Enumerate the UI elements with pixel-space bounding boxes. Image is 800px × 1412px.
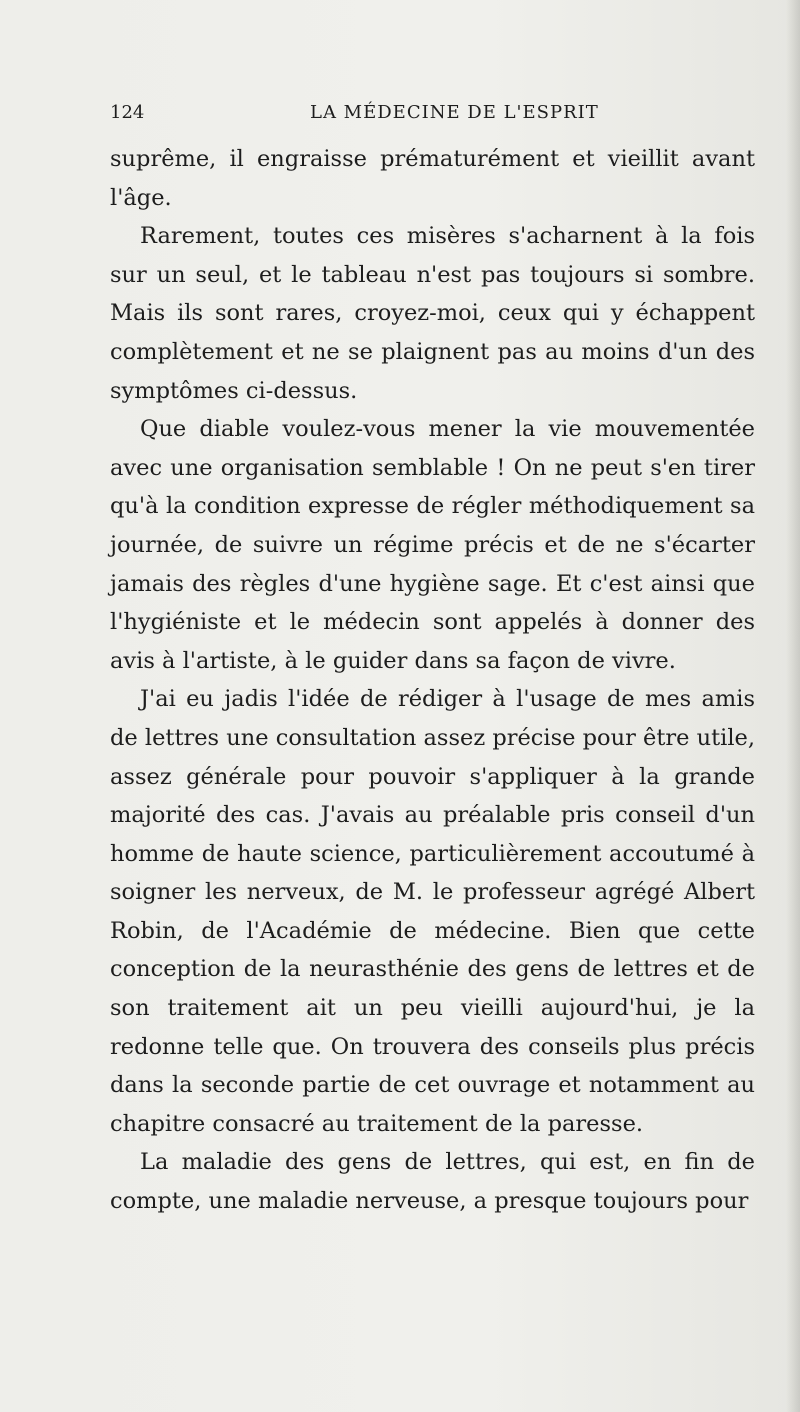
page-number: 124 (110, 102, 145, 123)
running-head (110, 102, 725, 132)
page-edge-shadow (786, 0, 800, 1412)
paragraph-continuation: suprême, il engraisse prématurément et vieillit avant l'âge. (110, 146, 755, 211)
running-head-title: LA MÉDECINE DE L'ESPRIT (310, 102, 599, 123)
body-text (110, 140, 755, 1221)
paragraph: La maladie des gens de lettres, qui est, en fin de compte, une maladie nerveuse, a presque toujours pour (110, 1149, 755, 1215)
paragraph: J'ai eu jadis l'idée de rédiger à l'usage de mes amis de lettres une consultation assez précise pour être utile, assez générale pour pouvoir s'appliquer à la grande majorité des cas. J'avais au préalable pris conseil d'un homme de haute science, particulièrement accoutumé à soigner les nerveux, de M. le professeur agrégé Albert Robin, de l'Académie de médecine. Bien que cette conception de la neurasthénie des gens de lettres et de son traitement ait un peu vieilli aujourd'hui, je la redonne telle que. On trouvera des conseils plus précis dans la seconde partie de cet ouvrage et notamment au chapitre consacré au traitement de la paresse. (110, 686, 755, 1137)
paragraph: Que diable voulez-vous mener la vie mouvementée avec une organisation semblable ! On ne peut s'en tirer qu'à la condition expresse de régler méthodiquement sa journée, de suivre un régime précis et de ne s'écarter jamais des règles d'une hygiène sage. Et c'est ainsi que l'hygiéniste et le médecin sont appelés à donner des avis à l'artiste, à le guider dans sa façon de vivre. (110, 416, 755, 674)
paragraph: Rarement, toutes ces misères s'acharnent à la fois sur un seul, et le tableau n'est pas toujours si sombre. Mais ils sont rares, croyez-moi, ceux qui y échappent complètement et ne se plaignent pas au moins d'un des symptômes ci-dessus. (110, 223, 755, 404)
